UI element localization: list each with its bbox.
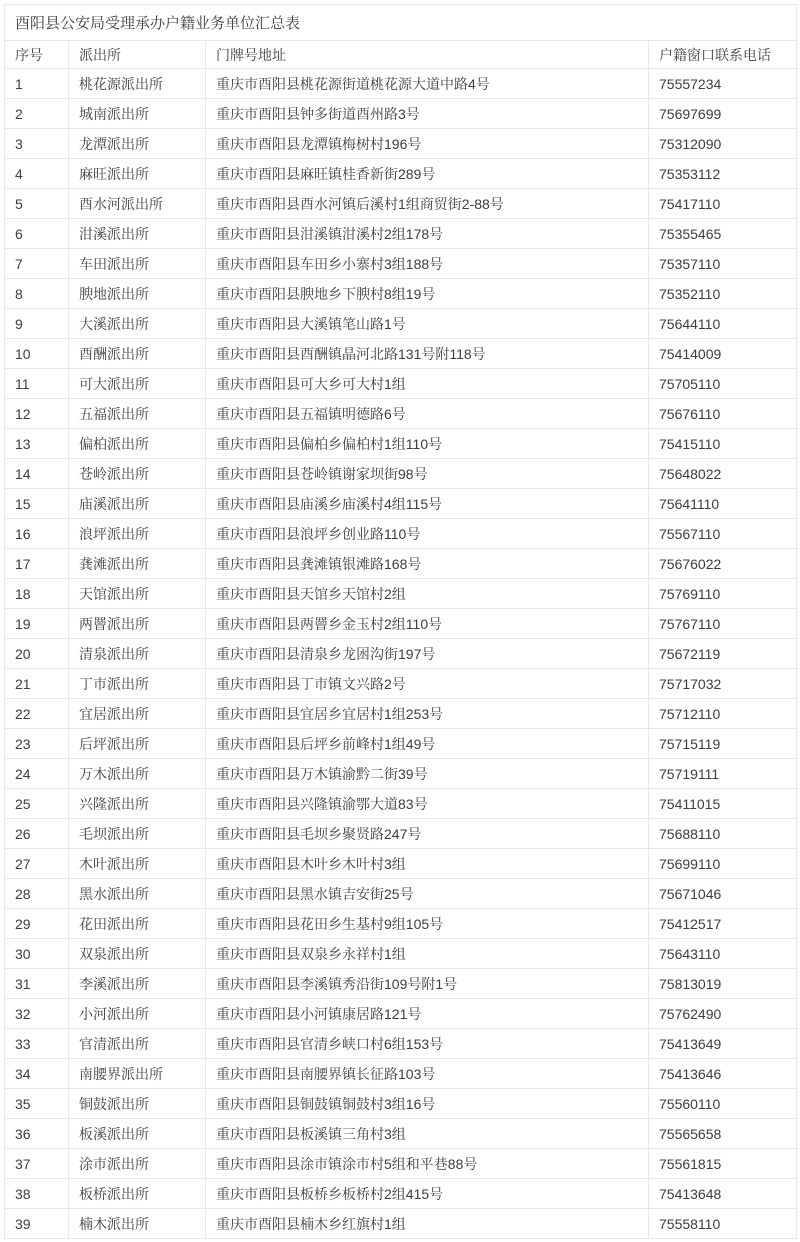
phone-cell: 75312090: [649, 129, 797, 159]
row-index-cell: 16: [5, 519, 69, 549]
station-name-cell: 酉酬派出所: [69, 339, 206, 369]
table-row: [5, 189, 797, 219]
phone-cell: 75719111: [649, 759, 797, 789]
table-row: [5, 639, 797, 669]
phone-cell: 75352110: [649, 279, 797, 309]
station-name-cell: 龙潭派出所: [69, 129, 206, 159]
phone-cell: 75561815: [649, 1149, 797, 1179]
phone-cell: 75643110: [649, 939, 797, 969]
table-row: [5, 1149, 797, 1179]
row-index-cell: 30: [5, 939, 69, 969]
address-cell: 重庆市酉阳县官清乡峡口村6组153号: [206, 1029, 649, 1059]
address-cell: 重庆市酉阳县木叶乡木叶村3组: [206, 849, 649, 879]
table-row: [5, 309, 797, 339]
station-name-cell: 李溪派出所: [69, 969, 206, 999]
phone-cell: 75417110: [649, 189, 797, 219]
row-index-cell: 10: [5, 339, 69, 369]
station-name-cell: 板溪派出所: [69, 1119, 206, 1149]
address-cell: 重庆市酉阳县大溪镇笔山路1号: [206, 309, 649, 339]
phone-cell: 75676022: [649, 549, 797, 579]
station-name-cell: 毛坝派出所: [69, 819, 206, 849]
table-row: [5, 1209, 797, 1239]
station-name-cell: 城南派出所: [69, 99, 206, 129]
address-cell: 重庆市酉阳县钟多街道酉州路3号: [206, 99, 649, 129]
row-index-cell: 24: [5, 759, 69, 789]
station-name-cell: 南腰界派出所: [69, 1059, 206, 1089]
table-row: [5, 759, 797, 789]
table-row: [5, 549, 797, 579]
station-name-cell: 铜鼓派出所: [69, 1089, 206, 1119]
station-name-cell: 庙溪派出所: [69, 489, 206, 519]
row-index-cell: 11: [5, 369, 69, 399]
table-row: [5, 69, 797, 99]
station-name-cell: 黑水派出所: [69, 879, 206, 909]
station-name-cell: 丁市派出所: [69, 669, 206, 699]
table-row: [5, 939, 797, 969]
table-row: [5, 159, 797, 189]
row-index-cell: 4: [5, 159, 69, 189]
station-name-cell: 桃花源派出所: [69, 69, 206, 99]
phone-cell: 75413648: [649, 1179, 797, 1209]
phone-cell: 75565658: [649, 1119, 797, 1149]
address-cell: 重庆市酉阳县板桥乡板桥村2组415号: [206, 1179, 649, 1209]
phone-cell: 75412517: [649, 909, 797, 939]
column-header-index: 序号: [5, 41, 69, 69]
address-cell: 重庆市酉阳县丁市镇文兴路2号: [206, 669, 649, 699]
address-cell: 重庆市酉阳县小河镇康居路121号: [206, 999, 649, 1029]
row-index-cell: 8: [5, 279, 69, 309]
table-row: [5, 579, 797, 609]
row-index-cell: 3: [5, 129, 69, 159]
table-row: [5, 849, 797, 879]
row-index-cell: 34: [5, 1059, 69, 1089]
table-row: [5, 1089, 797, 1119]
table-row: [5, 669, 797, 699]
station-name-cell: 麻旺派出所: [69, 159, 206, 189]
station-name-cell: 两罾派出所: [69, 609, 206, 639]
phone-cell: 75671046: [649, 879, 797, 909]
phone-cell: 75717032: [649, 669, 797, 699]
address-cell: 重庆市酉阳县桃花源街道桃花源大道中路4号: [206, 69, 649, 99]
station-name-cell: 万木派出所: [69, 759, 206, 789]
row-index-cell: 9: [5, 309, 69, 339]
phone-cell: 75712110: [649, 699, 797, 729]
address-cell: 重庆市酉阳县龙潭镇梅树村196号: [206, 129, 649, 159]
row-index-cell: 26: [5, 819, 69, 849]
police-station-roster-table: [4, 4, 797, 1239]
address-cell: 重庆市酉阳县腴地乡下腴村8组19号: [206, 279, 649, 309]
address-cell: 重庆市酉阳县板溪镇三角村3组: [206, 1119, 649, 1149]
table-row: [5, 279, 797, 309]
row-index-cell: 12: [5, 399, 69, 429]
phone-cell: 75415110: [649, 429, 797, 459]
table-row: [5, 99, 797, 129]
phone-cell: 75672119: [649, 639, 797, 669]
row-index-cell: 13: [5, 429, 69, 459]
table-row: [5, 399, 797, 429]
address-cell: 重庆市酉阳县南腰界镇长征路103号: [206, 1059, 649, 1089]
phone-cell: 75676110: [649, 399, 797, 429]
address-cell: 重庆市酉阳县毛坝乡聚贤路247号: [206, 819, 649, 849]
row-index-cell: 22: [5, 699, 69, 729]
phone-cell: 75762490: [649, 999, 797, 1029]
station-name-cell: 官清派出所: [69, 1029, 206, 1059]
address-cell: 重庆市酉阳县后坪乡前峰村1组49号: [206, 729, 649, 759]
table-row: [5, 429, 797, 459]
row-index-cell: 21: [5, 669, 69, 699]
phone-cell: 75413649: [649, 1029, 797, 1059]
phone-cell: 75353112: [649, 159, 797, 189]
table-row: [5, 879, 797, 909]
phone-cell: 75558110: [649, 1209, 797, 1239]
row-index-cell: 37: [5, 1149, 69, 1179]
table-row: [5, 519, 797, 549]
table-row: [5, 1059, 797, 1089]
table-body: [5, 69, 797, 1239]
row-index-cell: 23: [5, 729, 69, 759]
address-cell: 重庆市酉阳县两罾乡金玉村2组110号: [206, 609, 649, 639]
address-cell: 重庆市酉阳县麻旺镇桂香新街289号: [206, 159, 649, 189]
row-index-cell: 36: [5, 1119, 69, 1149]
station-name-cell: 大溪派出所: [69, 309, 206, 339]
address-cell: 重庆市酉阳县苍岭镇谢家坝街98号: [206, 459, 649, 489]
address-cell: 重庆市酉阳县万木镇渝黔二街39号: [206, 759, 649, 789]
station-name-cell: 浪坪派出所: [69, 519, 206, 549]
address-cell: 重庆市酉阳县五福镇明德路6号: [206, 399, 649, 429]
phone-cell: 75813019: [649, 969, 797, 999]
table-row: [5, 999, 797, 1029]
address-cell: 重庆市酉阳县酉酬镇晶河北路131号附118号: [206, 339, 649, 369]
station-name-cell: 车田派出所: [69, 249, 206, 279]
phone-cell: 75644110: [649, 309, 797, 339]
row-index-cell: 32: [5, 999, 69, 1029]
row-index-cell: 27: [5, 849, 69, 879]
address-cell: 重庆市酉阳县车田乡小寨村3组188号: [206, 249, 649, 279]
row-index-cell: 2: [5, 99, 69, 129]
row-index-cell: 7: [5, 249, 69, 279]
station-name-cell: 天馆派出所: [69, 579, 206, 609]
address-cell: 重庆市酉阳县楠木乡红旗村1组: [206, 1209, 649, 1239]
row-index-cell: 29: [5, 909, 69, 939]
row-index-cell: 25: [5, 789, 69, 819]
address-cell: 重庆市酉阳县龚滩镇银滩路168号: [206, 549, 649, 579]
phone-cell: 75357110: [649, 249, 797, 279]
table-row: [5, 459, 797, 489]
table-row: [5, 339, 797, 369]
table-row: [5, 249, 797, 279]
table-row: [5, 729, 797, 759]
phone-cell: 75769110: [649, 579, 797, 609]
table-row: [5, 1119, 797, 1149]
address-cell: 重庆市酉阳县兴隆镇渝鄂大道83号: [206, 789, 649, 819]
row-index-cell: 31: [5, 969, 69, 999]
row-index-cell: 15: [5, 489, 69, 519]
phone-cell: 75411015: [649, 789, 797, 819]
station-name-cell: 宜居派出所: [69, 699, 206, 729]
station-name-cell: 涂市派出所: [69, 1149, 206, 1179]
station-name-cell: 后坪派出所: [69, 729, 206, 759]
station-name-cell: 苍岭派出所: [69, 459, 206, 489]
phone-cell: 75567110: [649, 519, 797, 549]
address-cell: 重庆市酉阳县宜居乡宜居村1组253号: [206, 699, 649, 729]
row-index-cell: 35: [5, 1089, 69, 1119]
phone-cell: 75414009: [649, 339, 797, 369]
station-name-cell: 双泉派出所: [69, 939, 206, 969]
table-title-row: [5, 5, 797, 41]
row-index-cell: 1: [5, 69, 69, 99]
station-name-cell: 偏柏派出所: [69, 429, 206, 459]
row-index-cell: 19: [5, 609, 69, 639]
phone-cell: 75705110: [649, 369, 797, 399]
address-cell: 重庆市酉阳县天馆乡天馆村2组: [206, 579, 649, 609]
row-index-cell: 18: [5, 579, 69, 609]
table-row: [5, 369, 797, 399]
phone-cell: 75688110: [649, 819, 797, 849]
address-cell: 重庆市酉阳县泔溪镇泔溪村2组178号: [206, 219, 649, 249]
station-name-cell: 板桥派出所: [69, 1179, 206, 1209]
station-name-cell: 泔溪派出所: [69, 219, 206, 249]
station-name-cell: 龚滩派出所: [69, 549, 206, 579]
station-name-cell: 兴隆派出所: [69, 789, 206, 819]
row-index-cell: 14: [5, 459, 69, 489]
column-header-station: 派出所: [69, 41, 206, 69]
address-cell: 重庆市酉阳县花田乡生基村9组105号: [206, 909, 649, 939]
address-cell: 重庆市酉阳县李溪镇秀沿街109号附1号: [206, 969, 649, 999]
station-name-cell: 五福派出所: [69, 399, 206, 429]
table-row: [5, 909, 797, 939]
address-cell: 重庆市酉阳县庙溪乡庙溪村4组115号: [206, 489, 649, 519]
address-cell: 重庆市酉阳县涂市镇涂市村5组和平巷88号: [206, 1149, 649, 1179]
table-header-row: [5, 41, 797, 69]
row-index-cell: 5: [5, 189, 69, 219]
address-cell: 重庆市酉阳县偏柏乡偏柏村1组110号: [206, 429, 649, 459]
station-name-cell: 花田派出所: [69, 909, 206, 939]
address-cell: 重庆市酉阳县可大乡可大村1组: [206, 369, 649, 399]
phone-cell: 75557234: [649, 69, 797, 99]
row-index-cell: 17: [5, 549, 69, 579]
row-index-cell: 39: [5, 1209, 69, 1239]
address-cell: 重庆市酉阳县铜鼓镇铜鼓村3组16号: [206, 1089, 649, 1119]
phone-cell: 75355465: [649, 219, 797, 249]
phone-cell: 75697699: [649, 99, 797, 129]
column-header-address: 门牌号地址: [206, 41, 649, 69]
station-name-cell: 酉水河派出所: [69, 189, 206, 219]
column-header-phone: 户籍窗口联系电话: [649, 41, 797, 69]
station-name-cell: 小河派出所: [69, 999, 206, 1029]
phone-cell: 75413646: [649, 1059, 797, 1089]
phone-cell: 75767110: [649, 609, 797, 639]
table-row: [5, 969, 797, 999]
page-title: 酉阳县公安局受理承办户籍业务单位汇总表: [5, 5, 797, 41]
row-index-cell: 38: [5, 1179, 69, 1209]
address-cell: 重庆市酉阳县清泉乡龙囦沟街197号: [206, 639, 649, 669]
address-cell: 重庆市酉阳县黑水镇吉安街25号: [206, 879, 649, 909]
station-name-cell: 楠木派出所: [69, 1209, 206, 1239]
station-name-cell: 木叶派出所: [69, 849, 206, 879]
table-row: [5, 1029, 797, 1059]
station-name-cell: 清泉派出所: [69, 639, 206, 669]
table-row: [5, 1179, 797, 1209]
row-index-cell: 20: [5, 639, 69, 669]
address-cell: 重庆市酉阳县浪坪乡创业路110号: [206, 519, 649, 549]
phone-cell: 75648022: [649, 459, 797, 489]
table-row: [5, 489, 797, 519]
phone-cell: 75699110: [649, 849, 797, 879]
table-row: [5, 129, 797, 159]
phone-cell: 75641110: [649, 489, 797, 519]
table-row: [5, 819, 797, 849]
table-row: [5, 699, 797, 729]
table-row: [5, 219, 797, 249]
phone-cell: 75560110: [649, 1089, 797, 1119]
station-name-cell: 腴地派出所: [69, 279, 206, 309]
row-index-cell: 33: [5, 1029, 69, 1059]
phone-cell: 75715119: [649, 729, 797, 759]
row-index-cell: 28: [5, 879, 69, 909]
table-row: [5, 609, 797, 639]
address-cell: 重庆市酉阳县双泉乡永祥村1组: [206, 939, 649, 969]
station-name-cell: 可大派出所: [69, 369, 206, 399]
address-cell: 重庆市酉阳县酉水河镇后溪村1组商贸街2-88号: [206, 189, 649, 219]
row-index-cell: 6: [5, 219, 69, 249]
table-row: [5, 789, 797, 819]
